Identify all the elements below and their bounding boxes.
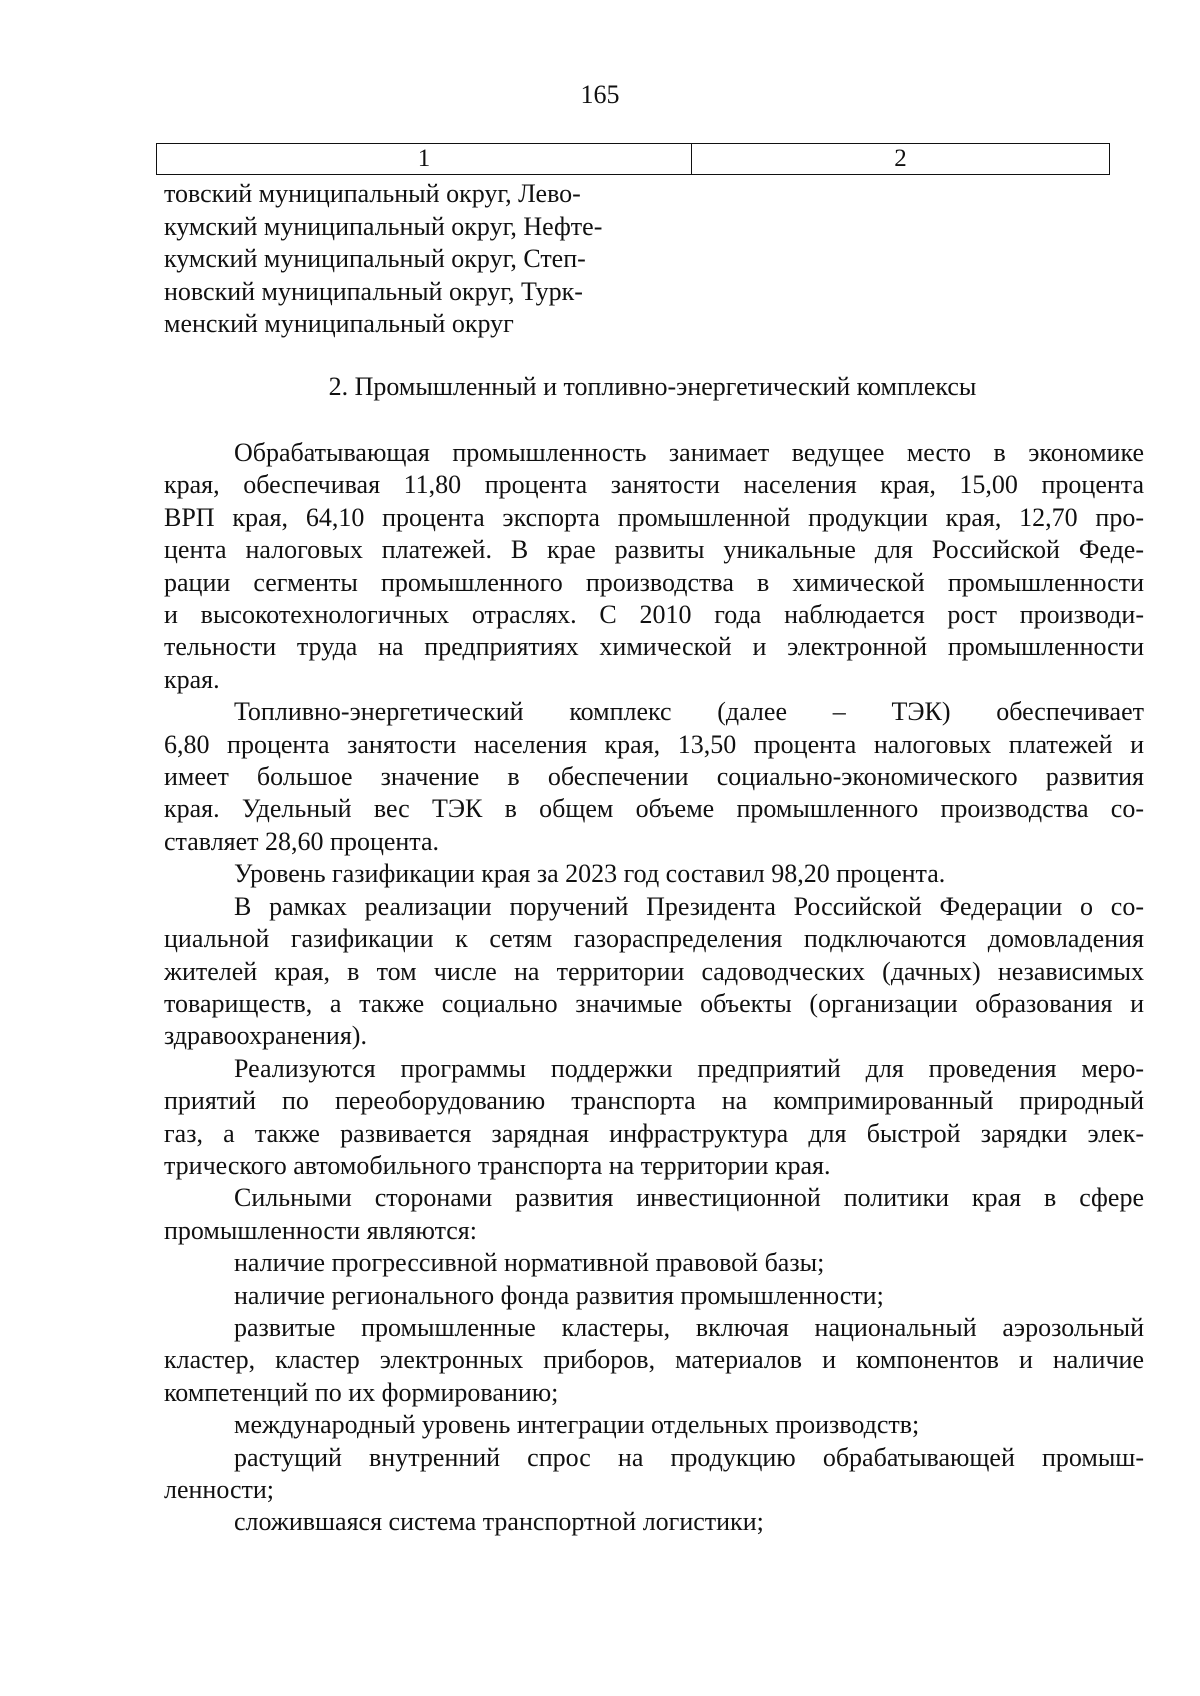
- body-line: трического автомобильного транспорта на территории края.: [164, 1150, 831, 1180]
- body-line: компетенций по их формированию;: [164, 1377, 559, 1407]
- body-line: Топливно-энергетический комплекс (далее – ТЭК) обеспечивает: [234, 697, 1144, 727]
- body-line: края.: [164, 664, 220, 694]
- section-heading: 2. Промышленный и топливно-энергетический комплексы: [328, 372, 977, 401]
- body-line: товариществ, а также социально значимые объекты (организации образования и: [164, 988, 1144, 1018]
- body-line: наличие регионального фонда развития промышленности;: [234, 1280, 884, 1310]
- body-line: приятий по переоборудованию транспорта на компримированный природный: [164, 1086, 1144, 1116]
- body-line: тельности труда на предприятиях химической и электронной промышленности: [164, 632, 1144, 662]
- body-line: сложившаяся система транспортной логистики;: [234, 1507, 764, 1537]
- table-cell-line: новский муниципальный округ, Турк-: [164, 276, 583, 306]
- page-number: 165: [580, 80, 620, 109]
- body-line: наличие прогрессивной нормативной правовой базы;: [234, 1248, 825, 1278]
- body-line: 6,80 процента занятости населения края, 13,50 процента налоговых платежей и: [164, 729, 1144, 759]
- table-header-cell-1: 1: [157, 144, 692, 174]
- body-line: ВРП края, 64,10 процента экспорта промышленной продукции края, 12,70 про-: [164, 502, 1144, 532]
- body-line: рации сегменты промышленного производства в химической промышленности: [164, 567, 1144, 597]
- body-line: ленности;: [164, 1475, 275, 1504]
- body-line: промышленности являются:: [164, 1215, 477, 1245]
- body-line: Обрабатывающая промышленность занимает ведущее место в экономике: [234, 438, 1144, 467]
- body-line: края. Удельный вес ТЭК в общем объеме промышленного производства со-: [164, 794, 1144, 824]
- body-line: газ, а также развивается зарядная инфраструктура для быстрой зарядки элек-: [164, 1118, 1144, 1148]
- table-header-row: [156, 143, 1110, 175]
- body-line: В рамках реализации поручений Президента Российской Федерации о со-: [234, 891, 1144, 921]
- body-line: Уровень газификации края за 2023 год составил 98,20 процента.: [234, 859, 946, 889]
- body-line: кластер, кластер электронных приборов, материалов и компонентов и наличие: [164, 1345, 1144, 1375]
- body-line: развитые промышленные кластеры, включая национальный аэрозольный: [234, 1312, 1144, 1342]
- body-line: ставляет 28,60 процента.: [164, 826, 440, 856]
- body-text: [164, 437, 1144, 1539]
- body-line: растущий внутренний спрос на продукцию обрабатывающей промыш-: [234, 1442, 1144, 1472]
- body-line: края, обеспечивая 11,80 процента занятости населения края, 15,00 процента: [164, 470, 1144, 500]
- body-line: международный уровень интеграции отдельных производств;: [234, 1410, 920, 1440]
- table-header-cell-2: 2: [894, 145, 907, 172]
- body-line: циальной газификации к сетям газораспределения подключаются домовладения: [164, 924, 1144, 954]
- table-cell-line: кумский муниципальный округ, Нефте-: [164, 211, 603, 241]
- table-cell-line: менский муниципальный округ: [164, 309, 514, 339]
- body-line: здравоохранения).: [164, 1021, 367, 1051]
- body-line: жителей края, в том числе на территории садоводческих (дачных) независимых: [164, 956, 1144, 986]
- table-cell-line: товский муниципальный округ, Лево-: [164, 179, 581, 208]
- table-cell-line: кумский муниципальный округ, Степ-: [164, 244, 586, 274]
- body-line: имеет большое значение в обеспечении социально-экономического развития: [164, 762, 1144, 792]
- table-continued-cell: [164, 178, 684, 341]
- body-line: цента налоговых платежей. В крае развиты уникальные для Российской Феде-: [164, 535, 1144, 565]
- body-line: и высокотехнологичных отраслях. С 2010 года наблюдается рост производи-: [164, 600, 1144, 630]
- body-line: Сильными сторонами развития инвестиционной политики края в сфере: [234, 1183, 1144, 1213]
- body-line: Реализуются программы поддержки предприятий для проведения меро-: [234, 1053, 1144, 1083]
